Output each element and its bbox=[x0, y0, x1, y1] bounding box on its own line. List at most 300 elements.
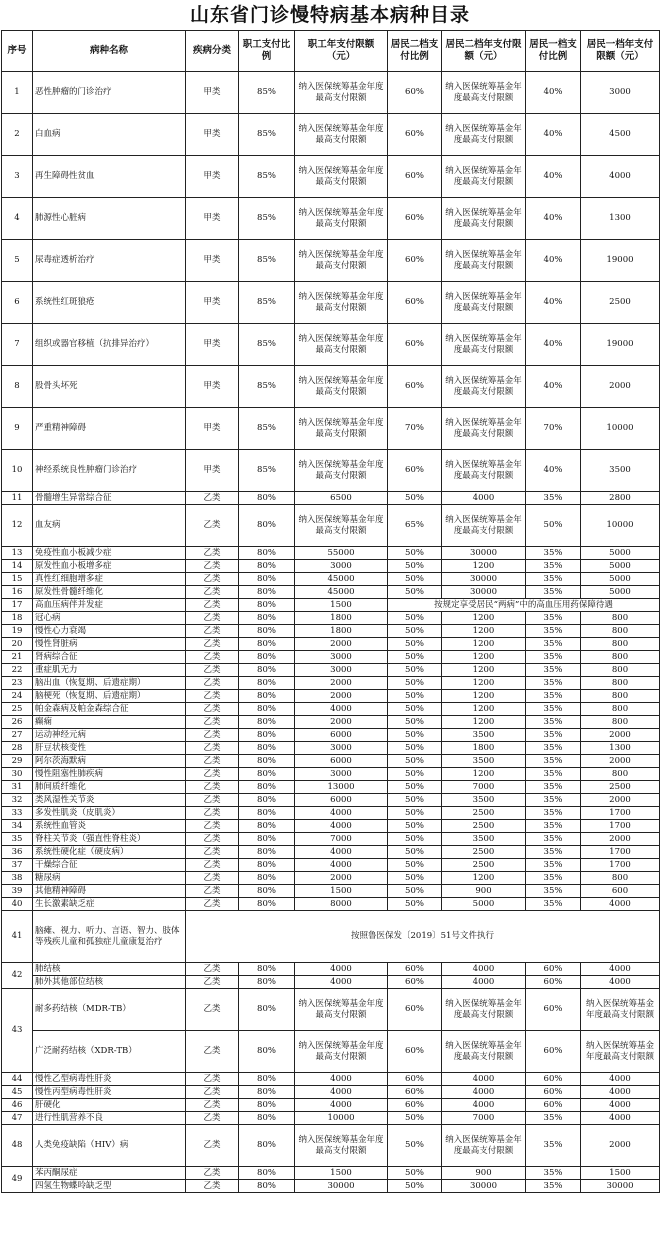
resident-tier1-ratio: 60% bbox=[526, 1099, 581, 1112]
resident-tier2-limit: 纳入医保统筹基金年度最高支付限额 bbox=[442, 156, 526, 198]
table-row bbox=[2, 885, 660, 898]
row-number: 10 bbox=[2, 450, 33, 492]
resident-tier2-ratio: 60% bbox=[388, 114, 442, 156]
employee-annual-limit: 3000 bbox=[295, 664, 388, 677]
disease-category: 乙类 bbox=[186, 1125, 239, 1167]
resident-tier2-limit: 7000 bbox=[442, 781, 526, 794]
employee-annual-limit: 4000 bbox=[295, 846, 388, 859]
resident-tier2-ratio: 60% bbox=[388, 198, 442, 240]
disease-category: 乙类 bbox=[186, 963, 239, 976]
row-number: 30 bbox=[2, 768, 33, 781]
disease-category: 甲类 bbox=[186, 408, 239, 450]
disease-name: 肺结核 bbox=[33, 963, 186, 976]
resident-tier2-limit: 1200 bbox=[442, 716, 526, 729]
employee-annual-limit: 4000 bbox=[295, 703, 388, 716]
disease-category: 乙类 bbox=[186, 846, 239, 859]
resident-tier2-ratio: 50% bbox=[388, 547, 442, 560]
resident-tier1-limit: 1700 bbox=[581, 846, 660, 859]
resident-tier2-limit: 1200 bbox=[442, 677, 526, 690]
resident-tier1-limit: 800 bbox=[581, 677, 660, 690]
disease-category: 乙类 bbox=[186, 781, 239, 794]
row-number: 41 bbox=[2, 911, 33, 963]
resident-tier2-ratio: 50% bbox=[388, 885, 442, 898]
row-number: 24 bbox=[2, 690, 33, 703]
employee-pay-ratio: 80% bbox=[239, 1167, 295, 1180]
row-number: 17 bbox=[2, 599, 33, 612]
resident-tier1-limit: 800 bbox=[581, 651, 660, 664]
employee-pay-ratio: 80% bbox=[239, 729, 295, 742]
resident-tier2-limit: 1200 bbox=[442, 625, 526, 638]
resident-tier1-limit: 10000 bbox=[581, 505, 660, 547]
resident-tier2-ratio: 60% bbox=[388, 156, 442, 198]
employee-annual-limit: 2000 bbox=[295, 872, 388, 885]
disease-category: 乙类 bbox=[186, 989, 239, 1031]
employee-pay-ratio: 80% bbox=[239, 703, 295, 716]
resident-tier2-limit: 纳入医保统筹基金年度最高支付限额 bbox=[442, 282, 526, 324]
employee-pay-ratio: 85% bbox=[239, 198, 295, 240]
resident-tier1-limit: 4000 bbox=[581, 963, 660, 976]
resident-tier2-ratio: 60% bbox=[388, 324, 442, 366]
resident-tier2-ratio: 60% bbox=[388, 976, 442, 989]
row-number: 16 bbox=[2, 586, 33, 599]
employee-annual-limit: 纳入医保统筹基金年度最高支付限额 bbox=[295, 114, 388, 156]
employee-pay-ratio: 85% bbox=[239, 324, 295, 366]
table-row bbox=[2, 872, 660, 885]
table-row bbox=[2, 651, 660, 664]
disease-name: 慢性丙型病毒性肝炎 bbox=[33, 1086, 186, 1099]
resident-tier2-limit: 30000 bbox=[442, 573, 526, 586]
resident-tier1-limit: 4000 bbox=[581, 976, 660, 989]
employee-annual-limit: 4000 bbox=[295, 820, 388, 833]
disease-category: 乙类 bbox=[186, 703, 239, 716]
resident-tier2-limit: 纳入医保统筹基金年度最高支付限额 bbox=[442, 505, 526, 547]
employee-annual-limit: 纳入医保统筹基金年度最高支付限额 bbox=[295, 324, 388, 366]
disease-name: 苯丙酮尿症 bbox=[33, 1167, 186, 1180]
resident-tier2-limit: 1200 bbox=[442, 768, 526, 781]
row-number: 34 bbox=[2, 820, 33, 833]
table-row bbox=[2, 366, 660, 408]
resident-tier1-ratio: 70% bbox=[526, 408, 581, 450]
resident-tier1-ratio: 60% bbox=[526, 976, 581, 989]
resident-tier1-ratio: 35% bbox=[526, 547, 581, 560]
employee-annual-limit: 2000 bbox=[295, 690, 388, 703]
table-row bbox=[2, 240, 660, 282]
disease-name: 人类免疫缺陷（HIV）病 bbox=[33, 1125, 186, 1167]
row-number: 44 bbox=[2, 1073, 33, 1086]
disease-name: 脑瘫、视力、听力、言语、智力、肢体等残疾儿童和孤独症儿童康复治疗 bbox=[33, 911, 186, 963]
resident-tier2-limit: 2500 bbox=[442, 859, 526, 872]
employee-annual-limit: 1500 bbox=[295, 885, 388, 898]
resident-tier1-ratio: 60% bbox=[526, 1073, 581, 1086]
resident-tier1-limit: 4000 bbox=[581, 156, 660, 198]
employee-annual-limit: 6000 bbox=[295, 729, 388, 742]
employee-annual-limit: 4000 bbox=[295, 1099, 388, 1112]
resident-tier1-limit: 1700 bbox=[581, 820, 660, 833]
employee-pay-ratio: 80% bbox=[239, 846, 295, 859]
disease-category: 乙类 bbox=[186, 872, 239, 885]
resident-tier1-limit: 5000 bbox=[581, 586, 660, 599]
employee-annual-limit: 45000 bbox=[295, 586, 388, 599]
disease-category: 乙类 bbox=[186, 742, 239, 755]
resident-tier1-ratio: 35% bbox=[526, 872, 581, 885]
resident-tier2-limit: 纳入医保统筹基金年度最高支付限额 bbox=[442, 198, 526, 240]
resident-tier1-ratio: 35% bbox=[526, 586, 581, 599]
disease-name: 肝硬化 bbox=[33, 1099, 186, 1112]
resident-tier2-ratio: 50% bbox=[388, 872, 442, 885]
resident-tier2-ratio: 70% bbox=[388, 408, 442, 450]
resident-tier1-ratio: 35% bbox=[526, 1125, 581, 1167]
resident-tier1-ratio: 35% bbox=[526, 807, 581, 820]
disease-name: 原发性血小板增多症 bbox=[33, 560, 186, 573]
employee-pay-ratio: 80% bbox=[239, 794, 295, 807]
resident-tier2-ratio: 50% bbox=[388, 1112, 442, 1125]
resident-tier1-ratio: 35% bbox=[526, 677, 581, 690]
resident-tier2-ratio: 60% bbox=[388, 989, 442, 1031]
disease-category: 乙类 bbox=[186, 664, 239, 677]
row-number: 26 bbox=[2, 716, 33, 729]
resident-tier1-ratio: 35% bbox=[526, 612, 581, 625]
resident-tier1-ratio: 35% bbox=[526, 729, 581, 742]
resident-tier2-limit: 4000 bbox=[442, 1086, 526, 1099]
row-number: 1 bbox=[2, 72, 33, 114]
resident-tier1-limit: 800 bbox=[581, 612, 660, 625]
employee-annual-limit: 4000 bbox=[295, 859, 388, 872]
resident-tier2-limit: 4000 bbox=[442, 1099, 526, 1112]
resident-tier1-ratio: 35% bbox=[526, 846, 581, 859]
disease-name: 慢性肾脏病 bbox=[33, 638, 186, 651]
resident-tier2-limit: 1200 bbox=[442, 651, 526, 664]
disease-name: 骨髓增生异常综合征 bbox=[33, 492, 186, 505]
employee-pay-ratio: 80% bbox=[239, 781, 295, 794]
table-row bbox=[2, 198, 660, 240]
resident-tier1-limit: 800 bbox=[581, 625, 660, 638]
resident-tier1-limit: 4000 bbox=[581, 1099, 660, 1112]
resident-tier2-limit: 纳入医保统筹基金年度最高支付限额 bbox=[442, 1125, 526, 1167]
resident-tier2-limit: 3500 bbox=[442, 794, 526, 807]
resident-tier1-ratio: 40% bbox=[526, 114, 581, 156]
row-number: 45 bbox=[2, 1086, 33, 1099]
resident-tier1-ratio: 60% bbox=[526, 963, 581, 976]
disease-category: 乙类 bbox=[186, 768, 239, 781]
disease-name: 干燥综合征 bbox=[33, 859, 186, 872]
resident-tier1-limit: 2500 bbox=[581, 781, 660, 794]
resident-tier1-ratio: 35% bbox=[526, 651, 581, 664]
table-row bbox=[2, 1167, 660, 1180]
disease-name: 免疫性血小板减少症 bbox=[33, 547, 186, 560]
row-number: 29 bbox=[2, 755, 33, 768]
disease-name: 重症肌无力 bbox=[33, 664, 186, 677]
table-row bbox=[2, 833, 660, 846]
row-number: 28 bbox=[2, 742, 33, 755]
disease-name: 阿尔茨海默病 bbox=[33, 755, 186, 768]
header-cell: 居民二档年支付限额（元） bbox=[442, 31, 526, 72]
resident-tier2-limit: 30000 bbox=[442, 1180, 526, 1193]
employee-pay-ratio: 80% bbox=[239, 638, 295, 651]
row-number: 3 bbox=[2, 156, 33, 198]
resident-tier1-limit: 19000 bbox=[581, 240, 660, 282]
disease-category: 乙类 bbox=[186, 1112, 239, 1125]
employee-pay-ratio: 80% bbox=[239, 833, 295, 846]
disease-name: 肺源性心脏病 bbox=[33, 198, 186, 240]
resident-tier1-ratio: 40% bbox=[526, 198, 581, 240]
resident-tier2-ratio: 60% bbox=[388, 240, 442, 282]
employee-annual-limit: 纳入医保统筹基金年度最高支付限额 bbox=[295, 989, 388, 1031]
disease-category: 乙类 bbox=[186, 716, 239, 729]
row-number: 8 bbox=[2, 366, 33, 408]
resident-tier1-ratio: 40% bbox=[526, 72, 581, 114]
resident-tier1-ratio: 35% bbox=[526, 898, 581, 911]
disease-category: 乙类 bbox=[186, 807, 239, 820]
resident-tier2-limit: 1200 bbox=[442, 872, 526, 885]
employee-pay-ratio: 80% bbox=[239, 859, 295, 872]
disease-name: 原发性骨髓纤维化 bbox=[33, 586, 186, 599]
resident-tier1-ratio: 35% bbox=[526, 755, 581, 768]
table-row bbox=[2, 690, 660, 703]
row-number: 42 bbox=[2, 963, 33, 989]
table-row bbox=[2, 408, 660, 450]
resident-tier2-ratio: 50% bbox=[388, 846, 442, 859]
row-number: 37 bbox=[2, 859, 33, 872]
employee-pay-ratio: 85% bbox=[239, 282, 295, 324]
resident-tier2-ratio: 50% bbox=[388, 1180, 442, 1193]
disease-name: 冠心病 bbox=[33, 612, 186, 625]
row-number: 2 bbox=[2, 114, 33, 156]
header-cell: 居民一档支付比例 bbox=[526, 31, 581, 72]
employee-pay-ratio: 80% bbox=[239, 807, 295, 820]
resident-tier2-ratio: 60% bbox=[388, 366, 442, 408]
table-row bbox=[2, 282, 660, 324]
resident-tier1-ratio: 60% bbox=[526, 1031, 581, 1073]
disease-category: 甲类 bbox=[186, 282, 239, 324]
disease-category: 乙类 bbox=[186, 638, 239, 651]
resident-tier1-ratio: 35% bbox=[526, 573, 581, 586]
disease-category: 乙类 bbox=[186, 560, 239, 573]
table-row bbox=[2, 976, 660, 989]
disease-category: 甲类 bbox=[186, 198, 239, 240]
row-number: 47 bbox=[2, 1112, 33, 1125]
disease-name: 系统性血管炎 bbox=[33, 820, 186, 833]
employee-pay-ratio: 80% bbox=[239, 651, 295, 664]
table-row bbox=[2, 1125, 660, 1167]
table-row bbox=[2, 911, 660, 963]
resident-tier1-ratio: 35% bbox=[526, 781, 581, 794]
employee-pay-ratio: 80% bbox=[239, 755, 295, 768]
row-17-note: 按规定享受居民“两病”中的高血压用药保障待遇 bbox=[388, 599, 660, 612]
resident-tier1-limit: 2500 bbox=[581, 282, 660, 324]
row-number: 14 bbox=[2, 560, 33, 573]
resident-tier2-ratio: 50% bbox=[388, 781, 442, 794]
resident-tier1-limit: 800 bbox=[581, 690, 660, 703]
resident-tier1-ratio: 40% bbox=[526, 156, 581, 198]
table-row bbox=[2, 492, 660, 505]
table-row bbox=[2, 450, 660, 492]
resident-tier1-limit: 800 bbox=[581, 664, 660, 677]
resident-tier1-limit: 2000 bbox=[581, 1125, 660, 1167]
resident-tier1-limit: 2000 bbox=[581, 833, 660, 846]
resident-tier2-limit: 900 bbox=[442, 1167, 526, 1180]
disease-category: 乙类 bbox=[186, 755, 239, 768]
row-number: 33 bbox=[2, 807, 33, 820]
employee-pay-ratio: 80% bbox=[239, 1112, 295, 1125]
disease-category: 甲类 bbox=[186, 114, 239, 156]
resident-tier1-limit: 19000 bbox=[581, 324, 660, 366]
resident-tier2-ratio: 50% bbox=[388, 703, 442, 716]
table-row bbox=[2, 638, 660, 651]
resident-tier1-ratio: 40% bbox=[526, 450, 581, 492]
disease-name: 恶性肿瘤的门诊治疗 bbox=[33, 72, 186, 114]
table-row bbox=[2, 1073, 660, 1086]
disease-category: 乙类 bbox=[186, 1086, 239, 1099]
resident-tier2-ratio: 50% bbox=[388, 833, 442, 846]
table-row bbox=[2, 989, 660, 1031]
resident-tier2-limit: 4000 bbox=[442, 963, 526, 976]
resident-tier1-limit: 5000 bbox=[581, 573, 660, 586]
resident-tier2-limit: 3500 bbox=[442, 755, 526, 768]
employee-annual-limit: 1500 bbox=[295, 1167, 388, 1180]
resident-tier1-limit: 纳入医保统筹基金年度最高支付限额 bbox=[581, 989, 660, 1031]
row-number: 49 bbox=[2, 1167, 33, 1193]
disease-name: 运动神经元病 bbox=[33, 729, 186, 742]
resident-tier2-ratio: 60% bbox=[388, 1073, 442, 1086]
resident-tier2-limit: 900 bbox=[442, 885, 526, 898]
employee-pay-ratio: 85% bbox=[239, 72, 295, 114]
disease-name: 脑梗死（恢复期、后遗症期） bbox=[33, 690, 186, 703]
employee-pay-ratio: 80% bbox=[239, 716, 295, 729]
row-number: 35 bbox=[2, 833, 33, 846]
resident-tier2-ratio: 60% bbox=[388, 450, 442, 492]
disease-category: 乙类 bbox=[186, 1180, 239, 1193]
table-row bbox=[2, 820, 660, 833]
disease-name: 类风湿性关节炎 bbox=[33, 794, 186, 807]
disease-name: 血友病 bbox=[33, 505, 186, 547]
employee-pay-ratio: 80% bbox=[239, 573, 295, 586]
resident-tier1-ratio: 35% bbox=[526, 690, 581, 703]
disease-category: 甲类 bbox=[186, 72, 239, 114]
resident-tier2-ratio: 50% bbox=[388, 729, 442, 742]
disease-category: 乙类 bbox=[186, 859, 239, 872]
row-number: 27 bbox=[2, 729, 33, 742]
resident-tier1-limit: 800 bbox=[581, 638, 660, 651]
resident-tier2-ratio: 50% bbox=[388, 794, 442, 807]
resident-tier2-ratio: 65% bbox=[388, 505, 442, 547]
header-cell: 病种名称 bbox=[33, 31, 186, 72]
resident-tier1-limit: 1700 bbox=[581, 859, 660, 872]
disease-category: 乙类 bbox=[186, 690, 239, 703]
table-row bbox=[2, 324, 660, 366]
disease-category: 乙类 bbox=[186, 729, 239, 742]
resident-tier1-limit: 1500 bbox=[581, 1167, 660, 1180]
row-number: 32 bbox=[2, 794, 33, 807]
resident-tier2-limit: 3500 bbox=[442, 833, 526, 846]
employee-pay-ratio: 80% bbox=[239, 560, 295, 573]
employee-annual-limit: 纳入医保统筹基金年度最高支付限额 bbox=[295, 1031, 388, 1073]
resident-tier2-ratio: 50% bbox=[388, 742, 442, 755]
resident-tier2-limit: 4000 bbox=[442, 492, 526, 505]
employee-annual-limit: 1800 bbox=[295, 612, 388, 625]
disease-name: 系统性红斑狼疮 bbox=[33, 282, 186, 324]
table-row bbox=[2, 807, 660, 820]
disease-name: 组织或器官移植（抗排异治疗） bbox=[33, 324, 186, 366]
employee-pay-ratio: 85% bbox=[239, 450, 295, 492]
disease-name: 尿毒症透析治疗 bbox=[33, 240, 186, 282]
employee-annual-limit: 纳入医保统筹基金年度最高支付限额 bbox=[295, 366, 388, 408]
employee-pay-ratio: 80% bbox=[239, 505, 295, 547]
resident-tier2-limit: 1200 bbox=[442, 703, 526, 716]
resident-tier2-limit: 1800 bbox=[442, 742, 526, 755]
disease-name: 白血病 bbox=[33, 114, 186, 156]
employee-annual-limit: 2000 bbox=[295, 638, 388, 651]
employee-pay-ratio: 80% bbox=[239, 820, 295, 833]
table-row bbox=[2, 625, 660, 638]
disease-name: 进行性肌营养不良 bbox=[33, 1112, 186, 1125]
header-cell: 居民二档支付比例 bbox=[388, 31, 442, 72]
employee-annual-limit: 纳入医保统筹基金年度最高支付限额 bbox=[295, 240, 388, 282]
resident-tier2-ratio: 50% bbox=[388, 664, 442, 677]
resident-tier2-ratio: 50% bbox=[388, 586, 442, 599]
employee-pay-ratio: 80% bbox=[239, 664, 295, 677]
disease-name: 多发性肌炎（皮肌炎） bbox=[33, 807, 186, 820]
row-number: 22 bbox=[2, 664, 33, 677]
disease-category: 乙类 bbox=[186, 505, 239, 547]
resident-tier2-ratio: 50% bbox=[388, 690, 442, 703]
resident-tier1-ratio: 40% bbox=[526, 324, 581, 366]
resident-tier1-limit: 4500 bbox=[581, 114, 660, 156]
employee-annual-limit: 6000 bbox=[295, 794, 388, 807]
employee-annual-limit: 6000 bbox=[295, 755, 388, 768]
resident-tier2-ratio: 60% bbox=[388, 282, 442, 324]
disease-name: 四氢生物蝶呤缺乏型 bbox=[33, 1180, 186, 1193]
resident-tier1-limit: 1300 bbox=[581, 742, 660, 755]
table-row bbox=[2, 573, 660, 586]
table-row bbox=[2, 846, 660, 859]
employee-pay-ratio: 80% bbox=[239, 547, 295, 560]
employee-pay-ratio: 85% bbox=[239, 114, 295, 156]
resident-tier1-limit: 2000 bbox=[581, 794, 660, 807]
employee-annual-limit: 3000 bbox=[295, 768, 388, 781]
resident-tier2-limit: 纳入医保统筹基金年度最高支付限额 bbox=[442, 366, 526, 408]
resident-tier2-limit: 纳入医保统筹基金年度最高支付限额 bbox=[442, 324, 526, 366]
resident-tier2-limit: 4000 bbox=[442, 976, 526, 989]
employee-annual-limit: 45000 bbox=[295, 573, 388, 586]
table-row bbox=[2, 586, 660, 599]
table-row bbox=[2, 781, 660, 794]
resident-tier2-ratio: 60% bbox=[388, 1099, 442, 1112]
table-row bbox=[2, 963, 660, 976]
resident-tier1-limit: 2000 bbox=[581, 755, 660, 768]
resident-tier2-ratio: 60% bbox=[388, 1031, 442, 1073]
employee-annual-limit: 纳入医保统筹基金年度最高支付限额 bbox=[295, 282, 388, 324]
resident-tier1-ratio: 35% bbox=[526, 1167, 581, 1180]
disease-name: 严重精神障碍 bbox=[33, 408, 186, 450]
table-row bbox=[2, 1099, 660, 1112]
row-number: 18 bbox=[2, 612, 33, 625]
table-row bbox=[2, 755, 660, 768]
employee-pay-ratio: 85% bbox=[239, 156, 295, 198]
disease-name: 股骨头坏死 bbox=[33, 366, 186, 408]
row-number: 9 bbox=[2, 408, 33, 450]
row-number: 6 bbox=[2, 282, 33, 324]
disease-name: 肺外其他部位结核 bbox=[33, 976, 186, 989]
resident-tier1-ratio: 35% bbox=[526, 1112, 581, 1125]
resident-tier1-limit: 800 bbox=[581, 703, 660, 716]
disease-category: 乙类 bbox=[186, 885, 239, 898]
table-row bbox=[2, 664, 660, 677]
resident-tier2-ratio: 50% bbox=[388, 560, 442, 573]
table-row bbox=[2, 898, 660, 911]
employee-annual-limit: 3000 bbox=[295, 560, 388, 573]
resident-tier1-ratio: 35% bbox=[526, 742, 581, 755]
resident-tier2-ratio: 50% bbox=[388, 492, 442, 505]
